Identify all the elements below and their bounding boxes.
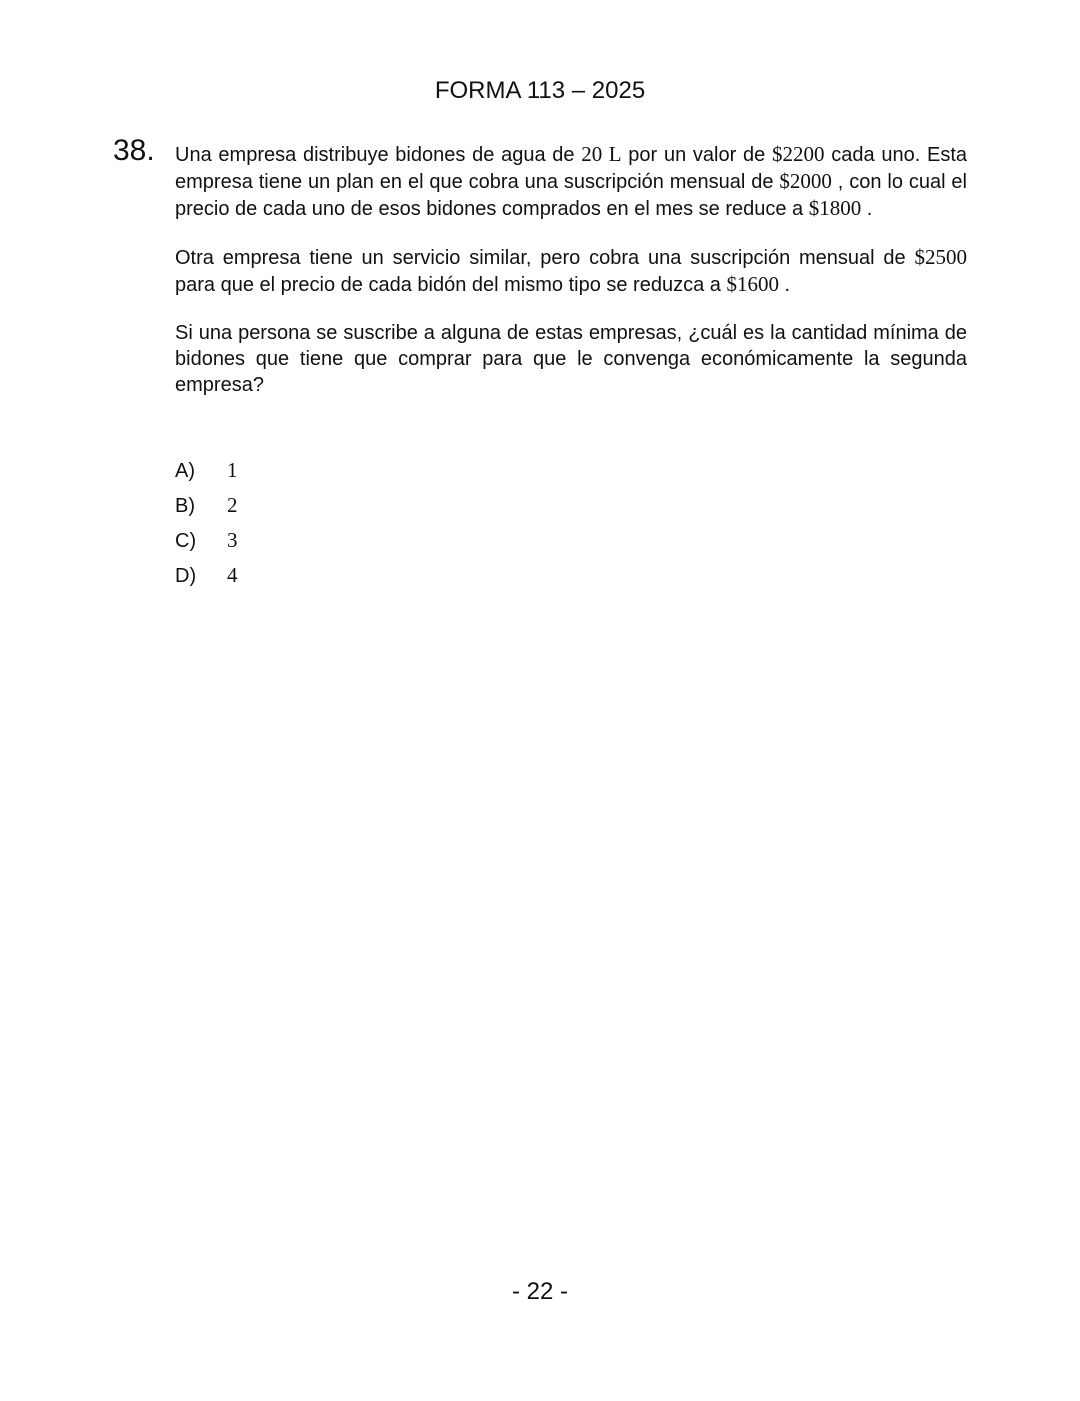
option-letter: B): [175, 495, 195, 517]
math-subscription: $2000: [779, 169, 832, 193]
question-number: 38.: [113, 134, 155, 167]
answer-option-b[interactable]: [175, 491, 238, 526]
option-value: 2: [227, 493, 238, 517]
text-segment: para que el precio de cada bidón del mismo tipo se reduzca a: [175, 274, 727, 296]
math-reduced-price: $1800: [808, 196, 862, 220]
page-header: FORMA 113 – 2025: [434, 77, 646, 104]
option-letter: C): [175, 530, 197, 552]
math-subscription: $2500: [914, 245, 967, 269]
option-letter: D): [175, 565, 197, 587]
math-reduced-price: $1600: [726, 272, 779, 296]
question-paragraph-2: [175, 244, 967, 298]
text-segment: .: [861, 198, 873, 220]
question-paragraph-1: [175, 141, 967, 222]
text-segment: Otra empresa tiene un servicio similar, pero cobra una suscripción mensual de: [175, 247, 915, 269]
answer-option-a[interactable]: [175, 456, 238, 491]
text-segment: .: [778, 274, 791, 296]
text-segment: , con lo cual el precio de cada uno de esos bidones comprados en el mes se reduce a: [175, 171, 967, 220]
question-body: [175, 141, 967, 420]
option-value: 3: [227, 528, 238, 552]
answer-option-d[interactable]: [175, 561, 238, 596]
option-letter: A): [175, 460, 195, 482]
page-number: - 22 -: [511, 1278, 568, 1305]
option-value: 1: [227, 458, 238, 482]
answer-options: [175, 456, 238, 596]
text-segment: Una empresa distribuye bidones de agua de: [175, 144, 582, 166]
math-price: $2200: [772, 142, 825, 166]
option-value: 4: [227, 563, 238, 587]
text-segment: por un valor de: [621, 144, 772, 166]
answer-option-c[interactable]: [175, 526, 238, 561]
math-volume: 20 L: [581, 142, 622, 166]
question-paragraph-3: Si una persona se suscribe a alguna de estas empresas, ¿cuál es la cantidad mínima de bidones que tiene que comprar para que le convenga económicamente la segunda empresa?: [175, 322, 967, 396]
text-segment: cada uno. Esta empresa tiene un plan en el que cobra una suscripción mensual de: [175, 144, 968, 193]
